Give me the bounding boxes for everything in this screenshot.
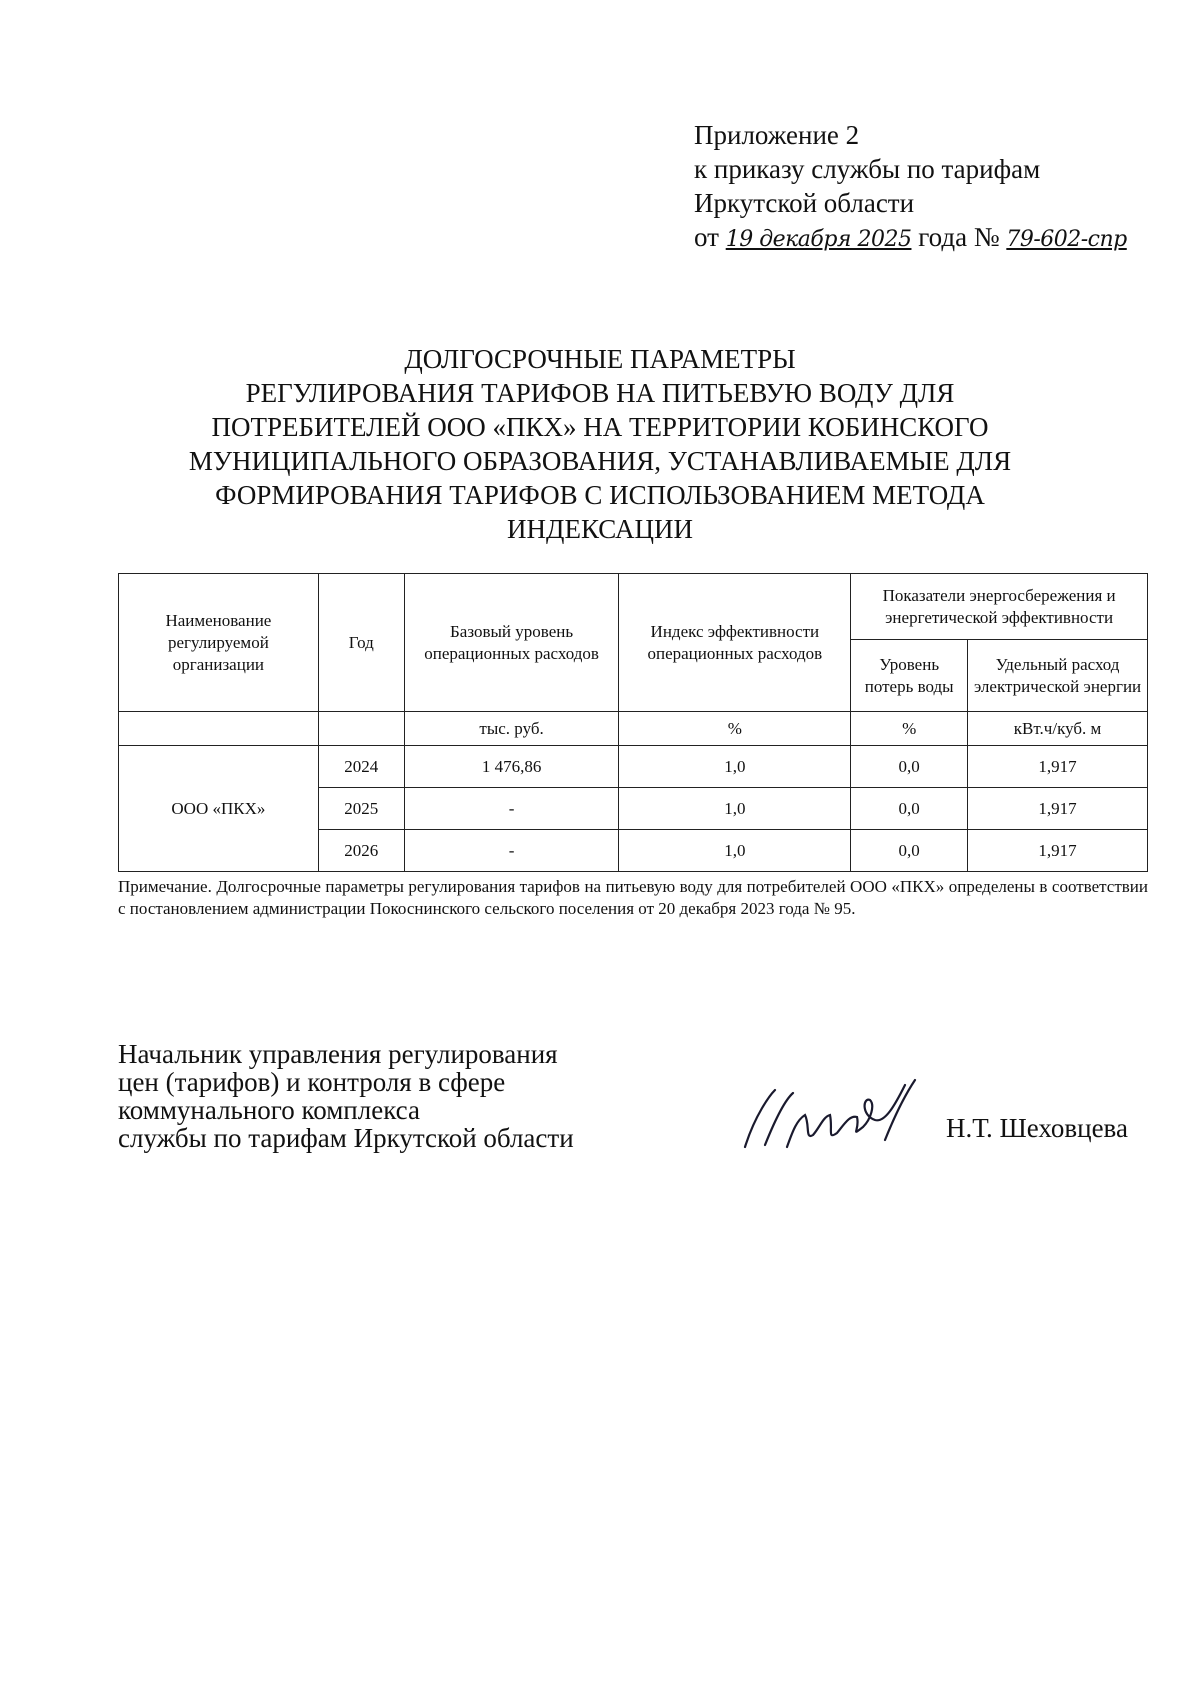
handwritten-date: 19 декабря 2025 — [725, 227, 912, 252]
cell-water-loss: 0,0 — [851, 830, 968, 872]
units-empty-cell — [318, 712, 404, 746]
signer-line-1: Начальник управления регулирования — [118, 1039, 558, 1069]
appendix-header — [694, 118, 1127, 257]
cell-water-loss: 0,0 — [851, 788, 968, 830]
appendix-year-word: года № — [918, 222, 1000, 252]
header-efficiency-index: Индекс эффективности операционных расходов — [619, 574, 851, 712]
unit-efficiency-index: % — [619, 712, 851, 746]
title-line-3: ПОТРЕБИТЕЛЕЙ ООО «ПКХ» НА ТЕРРИТОРИИ КОБИНСКОГО — [211, 412, 989, 442]
header-electric-use: Удельный расход электрической энергии — [968, 640, 1148, 712]
units-empty-cell — [119, 712, 319, 746]
handwritten-order-number: 79-602-спр — [1006, 227, 1127, 252]
cell-efficiency-index: 1,0 — [619, 788, 851, 830]
cell-efficiency-index: 1,0 — [619, 746, 851, 788]
cell-base-level: 1 476,86 — [404, 746, 619, 788]
title-line-4: МУНИЦИПАЛЬНОГО ОБРАЗОВАНИЯ, УСТАНАВЛИВАЕМЫЕ ДЛЯ — [188, 446, 1012, 476]
parameters-table — [118, 573, 1148, 872]
table-row — [119, 746, 1148, 788]
appendix-line-3: Иркутской области — [694, 188, 915, 218]
header-energy-group: Показатели энергосбережения и энергетической эффективности — [851, 574, 1148, 640]
title-line-5: ФОРМИРОВАНИЯ ТАРИФОВ С ИСПОЛЬЗОВАНИЕМ МЕТОДА — [215, 480, 985, 510]
appendix-from-label: от — [694, 222, 719, 252]
table-note: Примечание. Долгосрочные параметры регулирования тарифов на питьевую воду для потребителей ООО «ПКХ» определены в соответствии с постановлением администрации Покоснинского сельского поселения от 20 декабря 2023 года № 95. — [118, 877, 1148, 918]
cell-base-level: - — [404, 830, 619, 872]
cell-year: 2026 — [318, 830, 404, 872]
header-base-level: Базовый уровень операционных расходов — [404, 574, 619, 712]
document-title — [140, 342, 1060, 546]
cell-year: 2025 — [318, 788, 404, 830]
header-year: Год — [318, 574, 404, 712]
cell-electric-use: 1,917 — [968, 788, 1148, 830]
signer-line-4: службы по тарифам Иркутской области — [118, 1123, 574, 1153]
cell-electric-use: 1,917 — [968, 830, 1148, 872]
header-org: Наименование регулируемой организации — [119, 574, 319, 712]
handwritten-signature — [735, 1075, 925, 1165]
cell-electric-use: 1,917 — [968, 746, 1148, 788]
signer-position — [118, 1040, 574, 1152]
cell-water-loss: 0,0 — [851, 746, 968, 788]
unit-water-loss: % — [851, 712, 968, 746]
signer-name: Н.Т. Шеховцева — [946, 1113, 1128, 1143]
cell-base-level: - — [404, 788, 619, 830]
header-water-loss: Уровень потерь воды — [851, 640, 968, 712]
title-line-6: ИНДЕКСАЦИИ — [507, 514, 693, 544]
cell-year: 2024 — [318, 746, 404, 788]
appendix-line-2: к приказу службы по тарифам — [694, 154, 1041, 184]
appendix-line-1: Приложение 2 — [694, 120, 860, 150]
unit-base-level: тыс. руб. — [404, 712, 619, 746]
title-line-2: РЕГУЛИРОВАНИЯ ТАРИФОВ НА ПИТЬЕВУЮ ВОДУ ДЛЯ — [245, 378, 955, 408]
unit-electric-use: кВт.ч/куб. м — [968, 712, 1148, 746]
title-line-1: ДОЛГОСРОЧНЫЕ ПАРАМЕТРЫ — [404, 344, 796, 374]
signer-line-2: цен (тарифов) и контроля в сфере — [118, 1067, 506, 1097]
cell-efficiency-index: 1,0 — [619, 830, 851, 872]
appendix-line-4 — [694, 220, 1127, 257]
signer-line-3: коммунального комплекса — [118, 1095, 420, 1125]
organization-name: ООО «ПКХ» — [119, 746, 319, 872]
